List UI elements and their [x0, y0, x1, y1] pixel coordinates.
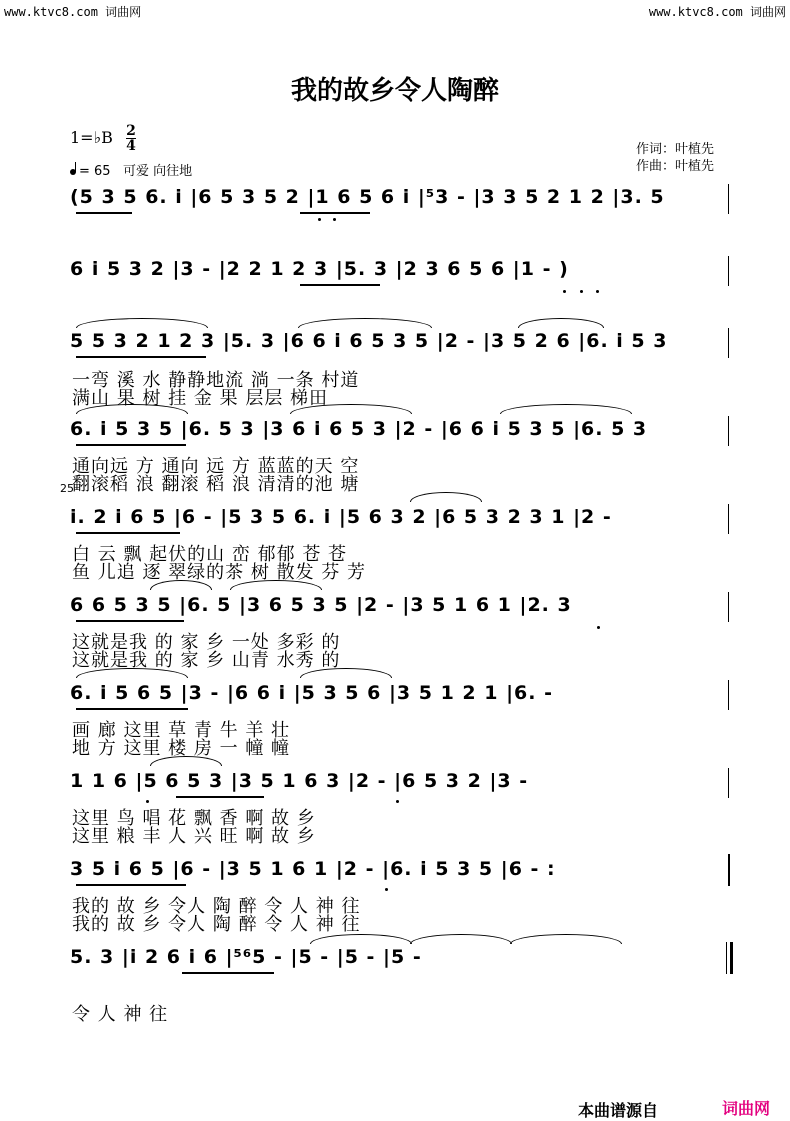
tempo-value: = 65 [79, 164, 111, 179]
lyric-verse-1: 画 廊 这里 草 青 牛 羊 壮 [72, 720, 291, 741]
lyric-verse-2: 我的 故 乡 令人 陶 醉 令 人 神 往 [72, 914, 361, 935]
octave-dot [333, 218, 336, 221]
barline [728, 504, 729, 534]
time-top: 2 [126, 123, 136, 139]
slur [298, 318, 432, 328]
notation-line-2: 6 i 5 3 2 |3 - |2 2 1 2 3 |5. 3 |2 3 6 5 6 |1 - ) [70, 258, 569, 280]
lyric-verse-1: 通向远 方 通向 远 方 蓝蓝的天 空 [72, 456, 360, 477]
notation-line-9: 3 5 i 6 5 |6 - |3 5 1 6 1 |2 - |6. i 5 3 5 |6 - : [70, 858, 556, 880]
final-barline-thin [726, 942, 727, 974]
beam-underline [182, 972, 274, 974]
lyric-verse-2: 地 方 这里 楼 房 一 幢 幢 [72, 738, 291, 759]
tempo-marking [70, 160, 192, 179]
beam-underline [76, 356, 206, 358]
lyric-verse-1: 我的 故 乡 令人 陶 醉 令 人 神 往 [72, 896, 361, 917]
octave-dot [597, 626, 600, 629]
beam-underline [300, 212, 370, 214]
notation-line-7: 6. i 5 6 5 |3 - |6 6 i |5 3 5 6 |3 5 1 2 1 |6. - [70, 682, 553, 704]
notation-line-3: 5 5 3 2 1 2 3 |5. 3 |6 6 i 6 5 3 5 |2 - |3 5 2 6 |6. i 5 3 [70, 330, 668, 352]
octave-dot [563, 290, 566, 293]
octave-dot [318, 218, 321, 221]
notation-line-10: 5. 3 |i 2 6 i 6 |⁵⁶5 - |5 - |5 - |5 - [70, 946, 422, 968]
page-title: 我的故乡令人陶醉 [290, 76, 499, 106]
lyric-verse-1: 这里 鸟 唱 花 飘 香 啊 故 乡 [72, 808, 316, 829]
time-signature [126, 124, 136, 153]
notation-line-5: i. 2 i 6 5 |6 - |5 3 5 6. i |5 6 3 2 |6 5 3 2 3 1 |2 - [70, 506, 612, 528]
beam-underline [76, 444, 186, 446]
slur [410, 492, 482, 502]
final-barline-thick [730, 942, 733, 974]
beam-underline [76, 708, 188, 710]
lyric-verse-1: 一弯 溪 水 静静地流 淌 一条 村道 [72, 370, 360, 391]
composer-credit: 作曲：叶植先 [636, 159, 715, 174]
octave-dot [385, 888, 388, 891]
barline [728, 184, 729, 214]
barline [728, 592, 729, 622]
expression-text: 可爱 向往地 [122, 164, 193, 179]
site-watermark-right: www.ktvc8.com 词曲网 [648, 5, 786, 19]
lyric-verse-1: 这就是我 的 家 乡 一处 多彩 的 [72, 632, 341, 653]
source-label: 本曲谱源自 [578, 1101, 659, 1120]
beam-underline [76, 212, 132, 214]
barline [728, 416, 729, 446]
notation-line-8: 1 1 6 |5 6 5 3 |3 5 1 6 3 |2 - |6 5 3 2 |3 - [70, 770, 529, 792]
lyric-verse-1: 白 云 飘 起伏的山 峦 郁郁 苍 苍 [72, 544, 348, 565]
time-bottom: 4 [126, 138, 136, 154]
site-watermark-left: www.ktvc8.com 词曲网 [4, 5, 142, 19]
notation-line-4: 6. i 5 3 5 |6. 5 3 |3 6 i 6 5 3 |2 - |6 6 i 5 3 5 |6. 5 3 [70, 418, 648, 440]
notation-line-6: 6 6 5 3 5 |6. 5 |3 6 5 3 5 |2 - |3 5 1 6 1 |2. 3 [70, 594, 572, 616]
key-signature: 1=♭B [70, 128, 113, 147]
tie [410, 934, 512, 944]
tie [510, 934, 622, 944]
octave-dot [146, 800, 149, 803]
measure-number: 25 [60, 482, 74, 495]
beam-underline [76, 884, 186, 886]
lyric-verse-2: 翻滚稻 浪 翻滚 稻 浪 清清的池 塘 [72, 474, 360, 495]
beam-underline [76, 620, 184, 622]
repeat-barline [728, 854, 730, 886]
beam-underline [76, 532, 180, 534]
barline [728, 768, 729, 798]
beam-underline [300, 284, 380, 286]
slur [76, 318, 208, 328]
lyricist-credit: 作词：叶植先 [636, 142, 715, 157]
beam-underline [176, 796, 264, 798]
octave-dot [396, 800, 399, 803]
slur [518, 318, 604, 328]
barline [728, 256, 729, 286]
octave-dot [596, 290, 599, 293]
lyric-verse-2: 鱼 儿追 逐 翠绿的茶 树 散发 芬 芳 [72, 562, 367, 583]
octave-dot [580, 290, 583, 293]
lyric-verse-final: 令 人 神 往 [72, 1004, 169, 1025]
lyric-verse-2: 这里 粮 丰 人 兴 旺 啊 故 乡 [72, 826, 316, 847]
barline [728, 680, 729, 710]
quarter-note-icon [70, 169, 76, 175]
lyric-verse-2: 满山 果 树 挂 金 果 层层 梯田 [72, 388, 329, 409]
lyric-verse-2: 这就是我 的 家 乡 山青 水秀 的 [72, 650, 341, 671]
barline [728, 328, 729, 358]
slur [500, 404, 632, 414]
site-logo[interactable]: 词曲网 [722, 1099, 771, 1118]
notation-line-1: (5 3 5 6. i |6 5 3 5 2 |1 6 5 6 i |⁵3 - |3 3 5 2 1 2 |3. 5 [70, 186, 665, 208]
